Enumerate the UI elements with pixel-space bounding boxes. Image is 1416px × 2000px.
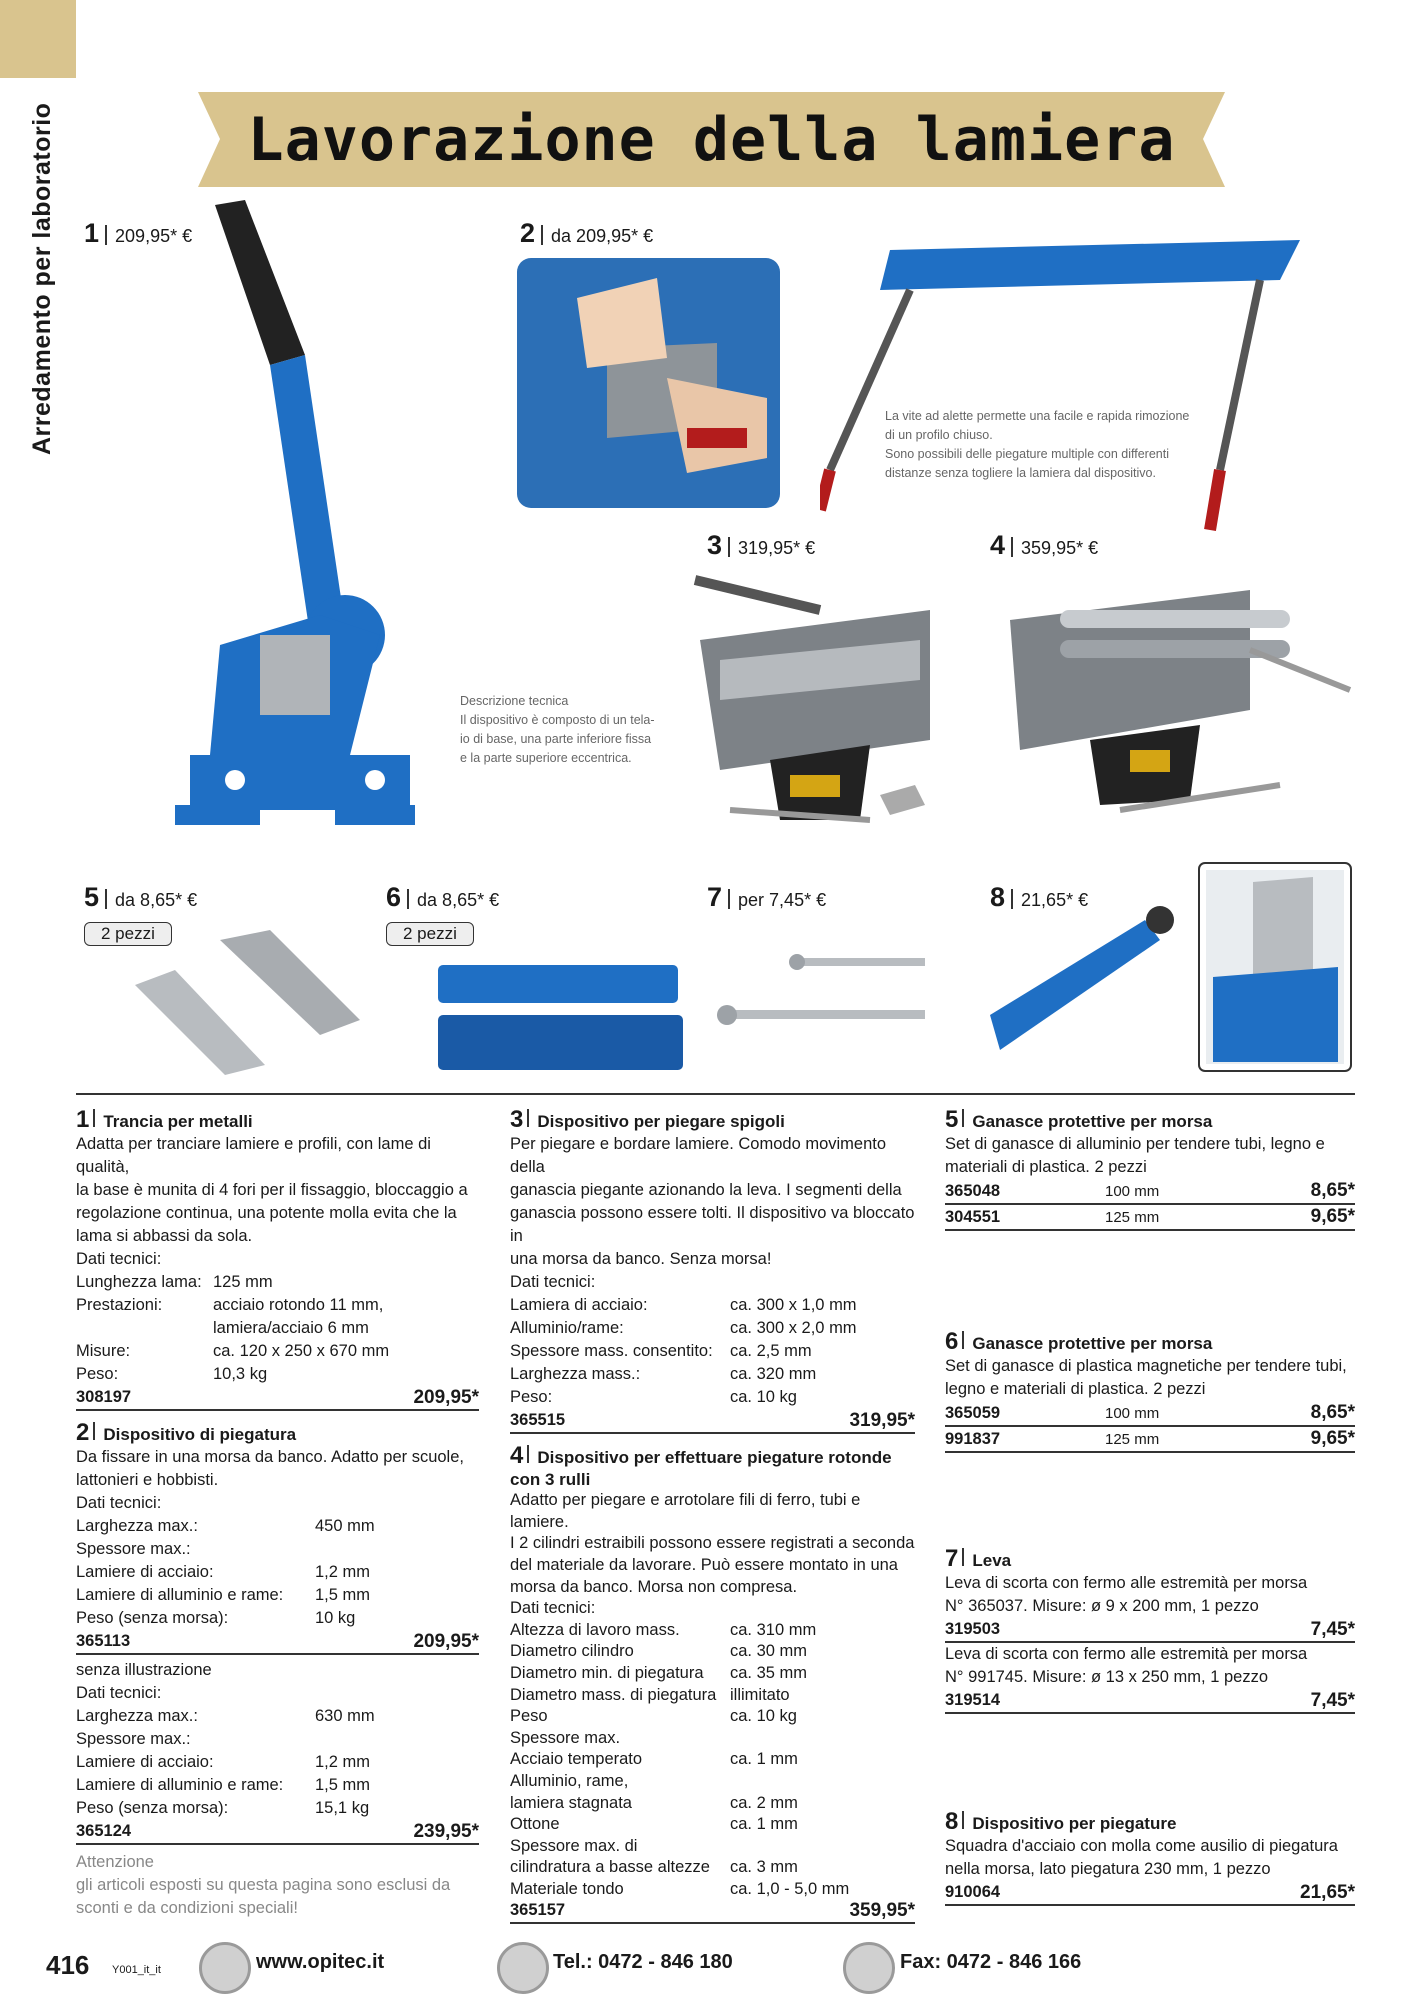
product-price: da 209,95* € [551, 226, 654, 246]
product-price: 359,95* € [1021, 538, 1099, 558]
section-3: 3 Dispositivo per piegare spigoli Per piegare e bordare lamiere. Comodo movimento della ganascia piegante azionando la leva. I segmenti della ganascia possono essere tolti. Il dispositivo va bloccato in una morsa da banco. Senza morsa! Dati tecnici: Lamiera di acciaio: ca. 300 x 1,0 mm Alluminio/rame: ca. 300 x 2,0 mm Spessore mass. consentito: ca. 2,5 mm Larghezza mass.: ca. 320 mm Peso: ca. 10 kg 365515 319,95* [510, 1108, 915, 1434]
product-number: 5 [84, 882, 100, 912]
spare-lever-image [715, 950, 930, 1040]
section-8: 8 Dispositivo per piegature Squadra d'acciaio con molla come ausilio di piegatura nella morsa, lato piegatura 230 mm, 1 pezzo 910064 21,65* [945, 1810, 1355, 1906]
bending-device-image [820, 220, 1320, 540]
page-number: 416 [46, 1950, 90, 1980]
attention-note: Attenzione gli articoli esposti su questa pagina sono esclusi da sconti e da condizioni speciali! [76, 1853, 451, 1917]
website-link[interactable]: www.opitec.it [256, 1951, 385, 1973]
product-price: 21,65* € [1021, 890, 1089, 910]
edge-bender-image [690, 570, 950, 830]
order-row: 991837 125 mm 9,65* [945, 1427, 1355, 1453]
section-6: 6 Ganasce protettive per morsa Set di ganasce di plastica magnetiche per tendere tubi, legno e materiali di plastica. 2 pezzi 365059 100 mm 8,65* 991837 125 mm 9,65* [945, 1330, 1355, 1453]
phone-icon [497, 1942, 549, 1994]
order-row: 910064 21,65* [945, 1881, 1355, 1906]
metal-shear-image [170, 195, 440, 860]
product-number: 1 [84, 218, 100, 248]
bending-square-image [985, 895, 1185, 1065]
product-label-2 [520, 218, 653, 249]
product-number: 8 [990, 882, 1006, 912]
phone-number: Tel.: 0472 - 846 180 [553, 1951, 733, 1973]
section-2: 2 Dispositivo di piegatura Da fissare in una morsa da banco. Adatto per scuole, lattonieri e hobbisti. Dati tecnici: Larghezza max.: 450 mm Spessore max.: Lamiere di acciaio: 1,2 mm Lamiere di alluminio e rame: 1,5 mm Peso (senza morsa): 10 kg 365113 209,95* senza illustrazione Dati tecnici: Larghezza max.: 630 mm Spessore max.: Lamiere di acciaio: 1,2 mm Lamiere di alluminio e rame: 1,5 mm Peso (senza morsa): 15,1 kg 365124 239,95* Attenzione gli articoli esposti su questa pagina sono esclusi da sconti e da condizioni speciali! [76, 1421, 479, 1920]
catalog-code: Y001_it_it [112, 1964, 161, 1976]
spec-table-2: Larghezza max.: 630 mm Spessore max.: Lamiere di acciaio: 1,2 mm Lamiere di alluminio e rame: 1,5 mm Peso (senza morsa): 15,1 kg [76, 1707, 375, 1817]
spec-table: Altezza di lavoro mass. ca. 310 mm Diametro cilindro ca. 30 mm Diametro min. di piegatura ca. 35 mm Diametro mass. di piegatura illimitato Peso ca. 10 kg Spessore max. Acciaio temperato ca. 1 mm Alluminio, rame, lamiera stagnata ca. 2 mm Ottone ca. 1 mm Spessore max. di cilindratura a basse altezze ca. 3 mm Materiale tondo ca. 1,0 - 5,0 mm [510, 1620, 850, 1898]
section-title: 5 Ganasce protettive per morsa [945, 1106, 1213, 1133]
section-4: 4 Dispositivo per effettuare piegature rotonde con 3 rulli Adatto per piegare e arrotolare fili di ferro, tubi e lamiere. I 2 cilindri estraibili possono essere registrati a seconda del materiale da lavorare. Può essere montato in una morsa da banco. Morsa non compresa. Dati tecnici: Altezza di lavoro mass. ca. 310 mm Diametro cilindro ca. 30 mm Diametro min. di piegatura ca. 35 mm Diametro mass. di piegatura illimitato Peso ca. 10 kg Spessore max. Acciaio temperato ca. 1 mm Alluminio, rame, lamiera stagnata ca. 2 mm Ottone ca. 1 mm Spessore max. di cilindratura a basse altezze ca. 3 mm Materiale tondo ca. 1,0 - 5,0 mm 365157 359,95* [510, 1445, 915, 1924]
spec-table: Lamiera di acciaio: ca. 300 x 1,0 mm Alluminio/rame: ca. 300 x 2,0 mm Spessore mass. consentito: ca. 2,5 mm Larghezza mass.: ca. 320 mm Peso: ca. 10 kg [510, 1296, 857, 1406]
section-title: 7 Leva [945, 1545, 1012, 1572]
product-price: da 8,65* € [115, 890, 198, 910]
order-row: 365059 100 mm 8,65* [945, 1401, 1355, 1427]
order-row: 319514 7,45* [945, 1689, 1355, 1714]
order-row: 304551 125 mm 9,65* [945, 1205, 1355, 1231]
corner-tab [0, 0, 76, 78]
product-label-3 [707, 530, 815, 561]
product-number: 2 [520, 218, 536, 248]
shear-caption: Descrizione tecnica Il dispositivo è composto di un tela- io di base, una parte inferiore fissa e la parte superiore eccentrica. [460, 694, 655, 765]
aluminium-jaws-image [130, 925, 370, 1075]
section-title: 6 Ganasce protettive per morsa [945, 1328, 1213, 1355]
order-row: 319503 7,45* [945, 1618, 1355, 1643]
section-title: 4 Dispositivo per effettuare piegature rotonde [510, 1442, 892, 1469]
order-row: 308197 209,95* [76, 1386, 479, 1411]
order-row: 365048 100 mm 8,65* [945, 1179, 1355, 1205]
plastic-jaws-image [438, 960, 683, 1075]
fax-icon [843, 1942, 895, 1994]
bending-square-photo [1198, 862, 1352, 1072]
section-title: 2 Dispositivo di piegatura [76, 1419, 297, 1446]
product-price: da 8,65* € [417, 890, 500, 910]
product-price: 319,95* € [738, 538, 816, 558]
section-title: 8 Dispositivo per piegature [945, 1808, 1177, 1835]
side-label: Arredamento per laboratorio [28, 102, 56, 455]
section-1: 1 Trancia per metalli Adatta per tranciare lamiere e profili, con lame di qualità, la base è munita di 4 fori per il fissaggio, bloccaggio a regolazione continua, una potente molla evita che la lama si abbassi da sola. Dati tecnici: Lunghezza lama: 125 mm Prestazioni: acciaio rotondo 11 mm, lamiera/acciaio 6 mm Misure: ca. 120 x 250 x 670 mm Peso: 10,3 kg 308197 209,95* [76, 1108, 479, 1411]
order-row: 365113 209,95* [76, 1630, 479, 1655]
section-divider [76, 1093, 1355, 1095]
product-number: 6 [386, 882, 402, 912]
roll-bender-image [1000, 570, 1355, 820]
product-number: 7 [707, 882, 723, 912]
fax-number: Fax: 0472 - 846 166 [900, 1951, 1082, 1973]
product-number: 3 [707, 530, 723, 560]
bending-caption: La vite ad alette permette una facile e rapida rimozione di un profilo chiuso. Sono possibili delle piegature multiple con differenti distanze senza togliere la lamiera dal dispositivo. [885, 409, 1190, 480]
section-title: 1 Trancia per metalli [76, 1106, 253, 1133]
web-icon [199, 1942, 251, 1994]
order-row: 365157 359,95* [510, 1900, 915, 1924]
order-row: 365124 239,95* [76, 1820, 479, 1845]
product-price: per 7,45* € [738, 890, 827, 910]
product-price: 209,95* € [115, 226, 193, 246]
product-label-7 [707, 882, 826, 913]
pieces-badge-6: 2 pezzi [386, 922, 474, 946]
product-label-5 [84, 882, 197, 913]
section-7: 7 Leva Leva di scorta con fermo alle estremità per morsa N° 365037. Misure: ø 9 x 200 mm, 1 pezzo 319503 7,45* Leva di scorta con fermo alle estremità per morsa N° 991745. Misure: ø 13 x 250 mm, 1 pezzo 319514 7,45* [945, 1547, 1355, 1714]
order-row: 365515 319,95* [510, 1409, 915, 1434]
product-number: 4 [990, 530, 1006, 560]
bending-device-photo [517, 258, 780, 508]
spec-table: Lunghezza lama: 125 mm Prestazioni: acciaio rotondo 11 mm, lamiera/acciaio 6 mm Misure: ca. 120 x 250 x 670 mm Peso: 10,3 kg [76, 1273, 390, 1383]
section-5: 5 Ganasce protettive per morsa Set di ganasce di alluminio per tendere tubi, legno e materiali di plastica. 2 pezzi 365048 100 mm 8,65* 304551 125 mm 9,65* [945, 1108, 1355, 1231]
product-label-6 [386, 882, 499, 913]
spec-table: Larghezza max.: 450 mm Spessore max.: Lamiere di acciaio: 1,2 mm Lamiere di alluminio e rame: 1,5 mm Peso (senza morsa): 10 kg [76, 1517, 375, 1627]
page-title: Lavorazione della lamiera [247, 104, 1176, 175]
section-title: 3 Dispositivo per piegare spigoli [510, 1106, 785, 1133]
pieces-badge-5: 2 pezzi [84, 922, 172, 946]
